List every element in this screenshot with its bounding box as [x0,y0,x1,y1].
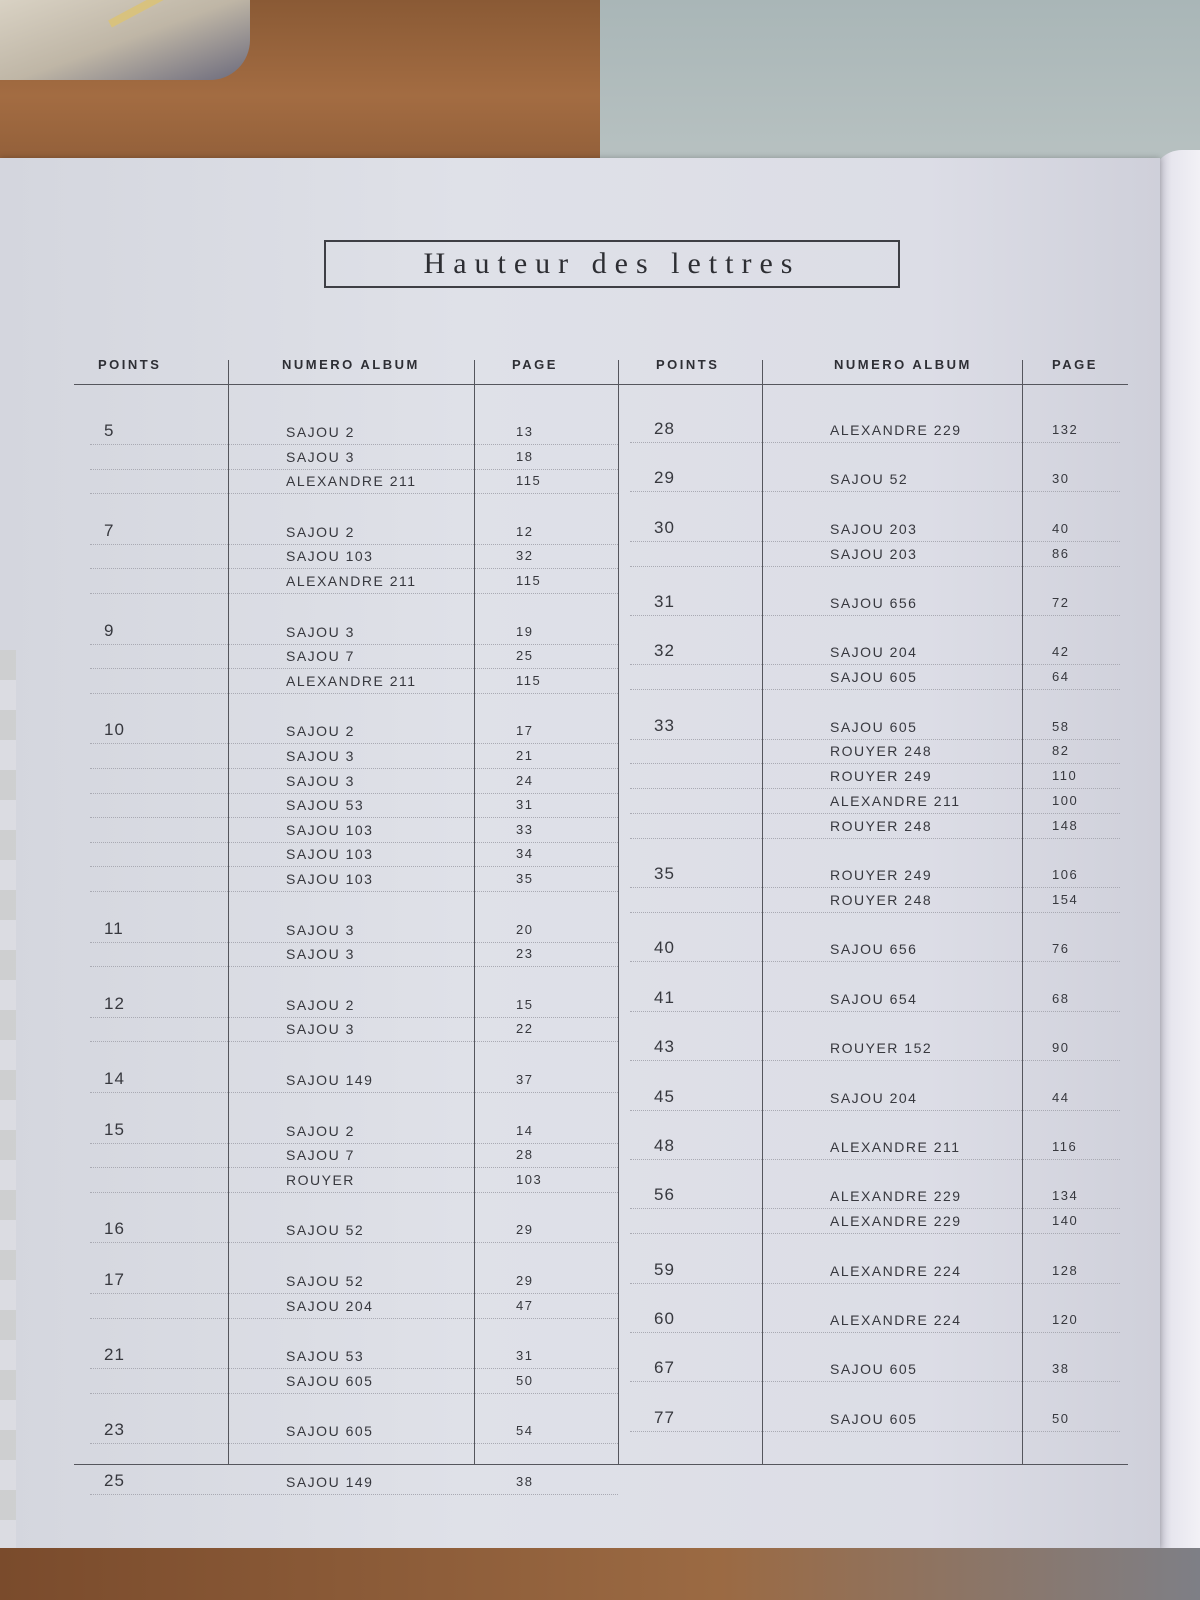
album-number: SAJOU 656 [830,595,918,611]
row-rule [630,1233,1120,1234]
page-number: 42 [1052,644,1070,660]
points-value: 33 [654,715,675,735]
album-number: SAJOU 103 [286,821,374,838]
album-number: ROUYER 248 [830,817,933,834]
row-rule [90,817,618,818]
page-number: 82 [1052,743,1070,759]
page-margin-marks [0,650,16,1550]
row-rule [90,793,618,794]
points-value: 35 [654,864,675,884]
page-number: 128 [1052,1262,1079,1278]
header-album-left: NUMERO ALBUM [282,357,420,372]
row-rule [630,541,1120,542]
page-number: 35 [516,871,534,886]
page-number: 32 [516,548,534,564]
row-rule [630,912,1120,913]
album-number: SAJOU 103 [286,548,374,565]
points-value: 45 [654,1086,675,1106]
row-rule [90,1017,618,1018]
page-number: 148 [1052,817,1079,833]
album-number: ROUYER 248 [830,743,933,760]
header-rule [74,384,1128,385]
table-bottom-rule [74,1464,1128,1465]
album-number: SAJOU 605 [830,718,918,735]
album-number: ROUYER 152 [830,1040,933,1057]
page-number: 18 [516,448,534,464]
points-value: 25 [104,1471,125,1490]
points-value: 48 [654,1136,675,1155]
album-number: SAJOU 654 [830,990,918,1007]
album-number: SAJOU 2 [286,723,355,740]
page-number: 50 [516,1372,534,1388]
row-rule [90,1092,618,1093]
page-number: 50 [1052,1410,1070,1426]
page-number: 120 [1052,1312,1079,1327]
page-number: 25 [516,648,534,664]
page-number: 14 [516,1122,534,1138]
album-number: ALEXANDRE 224 [830,1312,962,1328]
page-number: 15 [516,996,534,1012]
row-rule [90,493,618,494]
page-number: 20 [516,921,534,937]
row-rule [630,1283,1120,1284]
album-number: ROUYER 249 [830,867,933,884]
album-number: SAJOU 656 [830,941,918,958]
points-value: 21 [104,1345,125,1365]
album-number: SAJOU 605 [830,1361,918,1378]
row-rule [630,838,1120,839]
row-rule [630,961,1120,962]
row-rule [630,689,1120,690]
page-title-frame [324,240,900,288]
page-number: 29 [516,1222,534,1238]
row-rule [630,615,1120,616]
album-number: SAJOU 3 [286,448,355,465]
row-rule [90,942,618,943]
page-number: 37 [516,1072,534,1087]
page-number: 33 [516,821,534,837]
row-rule [90,1293,618,1294]
album-number: SAJOU 2 [286,996,355,1013]
page-number: 12 [516,523,534,539]
points-value: 10 [104,720,125,740]
points-value: 41 [654,987,675,1007]
header-album-right: NUMERO ALBUM [834,357,972,372]
row-rule [90,568,618,569]
album-number: SAJOU 7 [286,1147,355,1164]
page-number: 38 [516,1474,534,1489]
album-number: ALEXANDRE 229 [830,422,962,438]
row-rule [90,891,618,892]
page-number: 23 [516,946,534,962]
row-rule [90,1041,618,1042]
page-number: 103 [516,1171,543,1187]
row-rule [90,1143,618,1144]
header-points-right: POINTS [656,357,720,372]
row-rule [630,1332,1120,1333]
floor-background [0,1548,1200,1600]
page-number: 86 [1052,545,1070,561]
points-value: 14 [104,1069,125,1088]
row-rule [90,768,618,769]
album-number: SAJOU 203 [830,545,918,562]
page-number: 58 [1052,718,1070,734]
row-rule [90,1167,618,1168]
row-rule [90,842,618,843]
album-number: SAJOU 605 [830,1410,918,1427]
row-rule [90,544,618,545]
points-value: 9 [104,620,115,640]
points-value: 15 [104,1119,125,1139]
page-number: 54 [516,1423,534,1439]
page-number: 40 [1052,520,1070,536]
points-value: 60 [654,1309,675,1328]
album-number: SAJOU 52 [830,471,909,488]
album-number: ALEXANDRE 211 [830,793,961,809]
column-divider [474,360,475,1464]
header-page-right: PAGE [1052,357,1098,372]
album-number: SAJOU 605 [830,669,918,686]
row-rule [630,1110,1120,1111]
row-rule [90,693,618,694]
points-value: 43 [654,1037,675,1057]
album-number: ROUYER [286,1171,355,1188]
row-rule [90,668,618,669]
page-number: 132 [1052,422,1079,437]
album-number: SAJOU 3 [286,946,355,963]
page-number: 72 [1052,595,1070,610]
row-rule [90,1393,618,1394]
album-number: ALEXANDRE 224 [830,1262,962,1279]
page-number: 100 [1052,793,1079,808]
points-value: 12 [104,993,125,1013]
album-number: SAJOU 3 [286,921,355,938]
album-number: SAJOU 203 [830,520,918,537]
album-number: SAJOU 204 [286,1297,374,1314]
row-rule [90,469,618,470]
page-number: 115 [516,672,542,688]
row-rule [90,1318,618,1319]
page-number: 134 [1052,1188,1079,1204]
points-value: 5 [104,421,115,440]
album-number: SAJOU 103 [286,846,374,863]
row-rule [90,444,618,445]
points-value: 77 [654,1407,675,1427]
page-number: 68 [1052,990,1070,1006]
points-value: 59 [654,1259,675,1279]
column-divider [618,360,619,1464]
album-number: ALEXANDRE 211 [286,473,417,490]
points-value: 67 [654,1358,675,1378]
page-number: 154 [1052,892,1079,907]
header-points-left: POINTS [98,357,162,372]
row-rule [630,739,1120,740]
page-number: 76 [1052,941,1070,957]
page-number: 47 [516,1297,534,1313]
album-number: SAJOU 3 [286,748,355,764]
row-rule [90,743,618,744]
row-rule [630,566,1120,567]
row-rule [90,1242,618,1243]
page-number: 31 [516,1348,534,1364]
page-number: 44 [1052,1089,1070,1105]
album-number: SAJOU 605 [286,1372,374,1389]
album-number: SAJOU 149 [286,1072,374,1088]
page-number: 30 [1052,471,1070,487]
page-number: 29 [516,1273,534,1288]
album-number: ROUYER 249 [830,768,933,785]
page-number: 64 [1052,669,1070,685]
page-number: 116 [1052,1139,1078,1154]
points-value: 11 [104,918,124,938]
page-number: 31 [516,797,534,813]
album-number: SAJOU 204 [830,644,918,661]
points-value: 23 [104,1420,125,1440]
album-number: SAJOU 2 [286,523,355,540]
page-number: 140 [1052,1213,1079,1229]
page-number: 106 [1052,867,1079,883]
page-number: 21 [516,748,534,763]
header-page-left: PAGE [512,357,558,372]
album-number: ROUYER 248 [830,892,933,908]
album-number: SAJOU 149 [286,1474,374,1490]
album-number: SAJOU 3 [286,623,355,640]
points-value: 40 [654,938,675,958]
album-number: SAJOU 53 [286,1348,365,1365]
column-divider [228,360,229,1464]
page-number: 22 [516,1021,534,1037]
row-rule [630,1011,1120,1012]
points-value: 30 [654,517,675,537]
row-rule [630,763,1120,764]
page-number: 90 [1052,1040,1070,1056]
page-number: 38 [1052,1361,1070,1377]
row-rule [630,813,1120,814]
points-value: 31 [654,592,675,611]
page-number: 13 [516,424,534,439]
row-rule [630,442,1120,443]
points-value: 7 [104,520,115,540]
album-number: SAJOU 7 [286,648,355,665]
row-rule [90,593,618,594]
album-number: ALEXANDRE 211 [286,573,417,589]
album-number: SAJOU 52 [286,1273,365,1289]
row-rule [90,1368,618,1369]
row-rule [630,664,1120,665]
album-number: ALEXANDRE 229 [830,1188,962,1205]
album-number: SAJOU 3 [286,1021,355,1038]
page-number: 19 [516,623,534,639]
album-number: SAJOU 2 [286,1122,355,1139]
row-rule [630,1060,1120,1061]
page-title: Hauteur des lettres [423,247,801,280]
page-number: 34 [516,846,534,862]
row-rule [630,1431,1120,1432]
page-number: 28 [516,1147,534,1163]
album-number: SAJOU 605 [286,1423,374,1440]
album-number: SAJOU 204 [830,1089,918,1106]
album-number: ALEXANDRE 211 [830,1139,961,1155]
album-number: SAJOU 52 [286,1222,365,1239]
desk-background [0,0,600,160]
album-number: ALEXANDRE 211 [286,672,417,689]
row-rule [90,644,618,645]
album-number: SAJOU 103 [286,871,374,887]
wall-background [600,0,1200,160]
page-number: 110 [1052,768,1078,784]
row-rule [630,1159,1120,1160]
page-number: 17 [516,723,534,739]
row-rule [90,1443,618,1444]
row-rule [90,966,618,967]
page-number: 24 [516,772,534,788]
points-value: 29 [654,468,675,488]
book-page [0,158,1160,1548]
points-value: 28 [654,419,675,438]
album-number: SAJOU 53 [286,797,365,814]
page-number: 115 [516,573,542,588]
album-number: SAJOU 3 [286,772,355,789]
album-number: SAJOU 2 [286,424,355,440]
row-rule [630,1208,1120,1209]
row-rule [630,887,1120,888]
points-value: 32 [654,641,675,661]
points-value: 16 [104,1219,125,1239]
row-rule [630,1381,1120,1382]
points-value: 17 [104,1270,125,1289]
album-number: ALEXANDRE 229 [830,1213,962,1230]
row-rule [630,491,1120,492]
row-rule [90,1192,618,1193]
page-number: 115 [516,473,542,489]
row-rule [90,866,618,867]
row-rule [630,788,1120,789]
row-rule [90,1494,618,1495]
points-value: 56 [654,1185,675,1205]
